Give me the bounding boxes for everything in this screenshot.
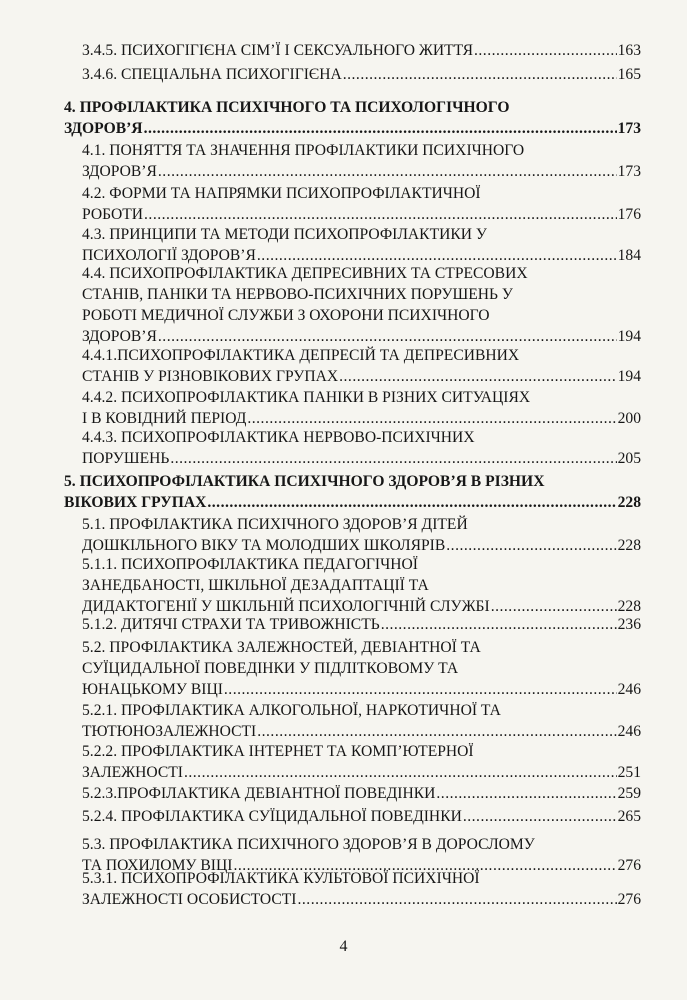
toc-entry-title-line: 4.4.2. ПСИХОПРОФІЛАКТИКА ПАНІКИ В РІЗНИХ СИТУАЦІЯХ bbox=[82, 389, 531, 406]
page-number: 4 bbox=[339, 938, 348, 955]
dot-leader bbox=[446, 535, 616, 556]
toc-entry-title-line: ТЮТЮНОЗАЛЕЖНОСТІ bbox=[82, 723, 257, 740]
toc-entry-title-line: 5.3. ПРОФІЛАКТИКА ПСИХІЧНОГО ЗДОРОВ’Я В ДОРОСЛОМУ bbox=[82, 836, 535, 853]
toc-page-number: 176 bbox=[617, 206, 641, 223]
dot-leader bbox=[381, 614, 617, 635]
toc-entry-title-line: 5.3.1. ПСИХОПРОФІЛАКТИКА КУЛЬТОВОЇ ПСИХІЧНОЇ bbox=[82, 870, 480, 887]
toc-page-number: 205 bbox=[617, 450, 641, 467]
toc-entry-last-line bbox=[82, 40, 641, 61]
dot-leader bbox=[158, 161, 617, 182]
toc-entry-title-line: ЗДОРОВ’Я bbox=[64, 120, 143, 137]
toc-section-entry bbox=[82, 741, 641, 783]
toc-page-number: 184 bbox=[617, 247, 641, 264]
toc-section-entry bbox=[82, 514, 641, 556]
toc-chapter-entry bbox=[64, 471, 641, 513]
toc-section-entry bbox=[82, 387, 641, 429]
dot-leader bbox=[339, 366, 616, 387]
toc-entry-last-line bbox=[82, 889, 641, 910]
toc-entry-title-line: СТАНІВ У РІЗНОВІКОВИХ ГРУПАХ bbox=[82, 368, 339, 385]
toc-page-number: 228 bbox=[617, 598, 641, 615]
toc-page-number: 194 bbox=[617, 368, 641, 385]
toc-entry-title-line: СУЇЦИДАЛЬНОЇ ПОВЕДІНКИ У ПІДЛІТКОВОМУ ТА bbox=[82, 660, 459, 677]
dot-leader bbox=[463, 806, 617, 827]
toc-section-entry bbox=[82, 345, 641, 387]
toc-entry-title-line: ЗАЛЕЖНОСТІ ОСОБИСТОСТІ bbox=[82, 891, 297, 908]
toc-page-number: 194 bbox=[617, 328, 641, 345]
toc-page-number: 246 bbox=[617, 723, 641, 740]
toc-entry-last-line bbox=[82, 366, 641, 387]
dot-leader bbox=[184, 762, 617, 783]
toc-entry-title-line: ПСИХОЛОГІЇ ЗДОРОВ’Я bbox=[82, 247, 256, 264]
toc-entry-title-line: 4.4.3. ПСИХОПРОФІЛАКТИКА НЕРВОВО-ПСИХІЧНИХ bbox=[82, 429, 475, 446]
toc-section-entry bbox=[82, 427, 641, 469]
toc-section-entry bbox=[82, 806, 641, 827]
toc-entry-title-line: ЗАЛЕЖНОСТІ bbox=[82, 764, 183, 781]
toc-entry-last-line bbox=[64, 118, 641, 139]
toc-entry-last-line bbox=[82, 204, 641, 225]
dot-leader bbox=[343, 64, 617, 85]
toc-entry-title-line: ДИДАКТОГЕНІЇ У ШКІЛЬНІЙ ПСИХОЛОГІЧНІЙ СЛУЖБІ bbox=[82, 598, 490, 615]
toc-entry-title-line: ЗАНЕДБАНОСТІ, ШКІЛЬНОЇ ДЕЗАДАПТАЦІЇ ТА bbox=[82, 577, 429, 594]
dot-leader bbox=[144, 118, 617, 139]
toc-entry-last-line bbox=[64, 492, 641, 513]
toc-entry-title-line: 4.4. ПСИХОПРОФІЛАКТИКА ДЕПРЕСИВНИХ ТА СТРЕСОВИХ bbox=[82, 265, 528, 282]
toc-entry-title-line: РОБОТІ МЕДИЧНОЇ СЛУЖБИ З ОХОРОНИ ПСИХІЧНОГО bbox=[82, 307, 490, 324]
toc-entry-title-line: 4.1. ПОНЯТТЯ ТА ЗНАЧЕННЯ ПРОФІЛАКТИКИ ПСИХІЧНОГО bbox=[82, 142, 525, 159]
dot-leader bbox=[474, 40, 617, 61]
toc-section-entry bbox=[82, 554, 641, 617]
toc-entry-title-line: 5. ПСИХОПРОФІЛАКТИКА ПСИХІЧНОГО ЗДОРОВ’Я В РІЗНИХ bbox=[64, 473, 545, 490]
toc-entry-last-line bbox=[82, 161, 641, 182]
toc-page-number: 173 bbox=[617, 120, 641, 137]
toc-entry-last-line bbox=[82, 721, 641, 742]
toc-page-number: 276 bbox=[617, 857, 641, 874]
toc-chapter-entry bbox=[64, 97, 641, 139]
dot-leader bbox=[436, 783, 616, 804]
toc-section-entry bbox=[82, 140, 641, 182]
toc-section-entry bbox=[82, 183, 641, 225]
toc-entry-title-line: РОБОТИ bbox=[82, 206, 144, 223]
toc-page-number: 173 bbox=[617, 163, 641, 180]
toc-entry-title-line: 5.1. ПРОФІЛАКТИКА ПСИХІЧНОГО ЗДОРОВ’Я ДІТЕЙ bbox=[82, 516, 468, 533]
toc-entry-title-line: І В КОВІДНИЙ ПЕРІОД bbox=[82, 410, 247, 427]
toc-entry-title-line: ПОРУШЕНЬ bbox=[82, 450, 170, 467]
toc-entry-title-line: 5.2. ПРОФІЛАКТИКА ЗАЛЕЖНОСТЕЙ, ДЕВІАНТНОЇ ТА bbox=[82, 639, 481, 656]
toc-entry-last-line bbox=[82, 448, 641, 469]
toc-entry-last-line bbox=[82, 783, 641, 804]
toc-entry-last-line bbox=[82, 64, 641, 85]
toc-section-entry bbox=[82, 783, 641, 804]
toc-entry-title-line: 5.2.1. ПРОФІЛАКТИКА АЛКОГОЛЬНОЇ, НАРКОТИЧНОЇ ТА bbox=[82, 702, 501, 719]
toc-section-entry bbox=[82, 614, 641, 635]
toc-page-number: 200 bbox=[617, 410, 641, 427]
toc-entry-title-line: 4.2. ФОРМИ ТА НАПРЯМКИ ПСИХОПРОФІЛАКТИЧНОЇ bbox=[82, 185, 481, 202]
toc-entry-title-line: 5.2.3.ПРОФІЛАКТИКА ДЕВІАНТНОЇ ПОВЕДІНКИ bbox=[82, 785, 436, 802]
toc-entry-title-line: ВІКОВИХ ГРУПАХ bbox=[64, 494, 207, 511]
toc-entry-title-line: 4.3. ПРИНЦИПИ ТА МЕТОДИ ПСИХОПРОФІЛАКТИКИ У bbox=[82, 226, 487, 243]
dot-leader bbox=[144, 204, 617, 225]
toc-page-number: 236 bbox=[617, 616, 641, 633]
toc-entry-title-line: 3.4.5. ПСИХОГІГІЄНА СІМ’Ї І СЕКСУАЛЬНОГО ЖИТТЯ bbox=[82, 42, 473, 59]
toc-page-number: 228 bbox=[617, 494, 641, 511]
toc-page-number: 246 bbox=[617, 681, 641, 698]
dot-leader bbox=[298, 889, 617, 910]
toc-entry-title-line: 5.1.2. ДИТЯЧІ СТРАХИ ТА ТРИВОЖНІСТЬ bbox=[82, 616, 380, 633]
toc-entry-last-line bbox=[82, 762, 641, 783]
toc-entry-title-line: 4.4.1.ПСИХОПРОФІЛАКТИКА ДЕПРЕСІЙ ТА ДЕПРЕСИВНИХ bbox=[82, 347, 520, 364]
dot-leader bbox=[247, 408, 616, 429]
toc-section-entry bbox=[82, 700, 641, 742]
toc-entry-title-line: 4. ПРОФІЛАКТИКА ПСИХІЧНОГО ТА ПСИХОЛОГІЧНОГО bbox=[64, 99, 510, 116]
toc-entry-title-line: 3.4.6. СПЕЦІАЛЬНА ПСИХОГІГІЄНА bbox=[82, 66, 342, 83]
toc-page-number: 165 bbox=[617, 66, 641, 83]
toc-section-entry bbox=[82, 868, 641, 910]
toc-entry-last-line bbox=[82, 326, 641, 347]
toc-entry-title-line: ЗДОРОВ’Я bbox=[82, 163, 157, 180]
toc-section-entry bbox=[82, 40, 641, 61]
toc-entry-last-line bbox=[82, 679, 641, 700]
toc-page-number: 259 bbox=[617, 785, 641, 802]
toc-entry-title-line: 5.2.4. ПРОФІЛАКТИКА СУЇЦИДАЛЬНОЇ ПОВЕДІНКИ bbox=[82, 808, 462, 825]
toc-page-number: 265 bbox=[617, 808, 641, 825]
toc-section-entry bbox=[82, 224, 641, 266]
toc-entry-title-line: 5.2.2. ПРОФІЛАКТИКА ІНТЕРНЕТ ТА КОМП’ЮТЕРНОЇ bbox=[82, 743, 474, 760]
toc-entry-title-line: 5.1.1. ПСИХОПРОФІЛАКТИКА ПЕДАГОГІЧНОЇ bbox=[82, 556, 418, 573]
toc-entry-title-line: ТА ПОХИЛОМУ ВІЦІ bbox=[82, 857, 233, 874]
toc-entry-title-line: ДОШКІЛЬНОГО ВІКУ ТА МОЛОДШИХ ШКОЛЯРІВ bbox=[82, 537, 446, 554]
toc-entry-last-line bbox=[82, 535, 641, 556]
toc-entry-last-line bbox=[82, 614, 641, 635]
toc-page-number: 163 bbox=[617, 42, 641, 59]
toc-section-entry bbox=[82, 263, 641, 347]
toc-section-entry bbox=[82, 64, 641, 85]
dot-leader bbox=[224, 679, 617, 700]
toc-page-number: 276 bbox=[617, 891, 641, 908]
dot-leader bbox=[158, 326, 617, 347]
toc-entry-last-line bbox=[82, 806, 641, 827]
toc-page-number: 251 bbox=[617, 764, 641, 781]
dot-leader bbox=[207, 492, 616, 513]
toc-entry-title-line: СТАНІВ, ПАНІКИ ТА НЕРВОВО-ПСИХІЧНИХ ПОРУШЕНЬ У bbox=[82, 286, 513, 303]
toc-page-number: 228 bbox=[617, 537, 641, 554]
dot-leader bbox=[257, 721, 616, 742]
dot-leader bbox=[170, 448, 616, 469]
toc-entry-title-line: ЮНАЦЬКОМУ ВІЦІ bbox=[82, 681, 223, 698]
toc-section-entry bbox=[82, 637, 641, 700]
toc-entry-last-line bbox=[82, 408, 641, 429]
toc-entry-title-line: ЗДОРОВ’Я bbox=[82, 328, 157, 345]
